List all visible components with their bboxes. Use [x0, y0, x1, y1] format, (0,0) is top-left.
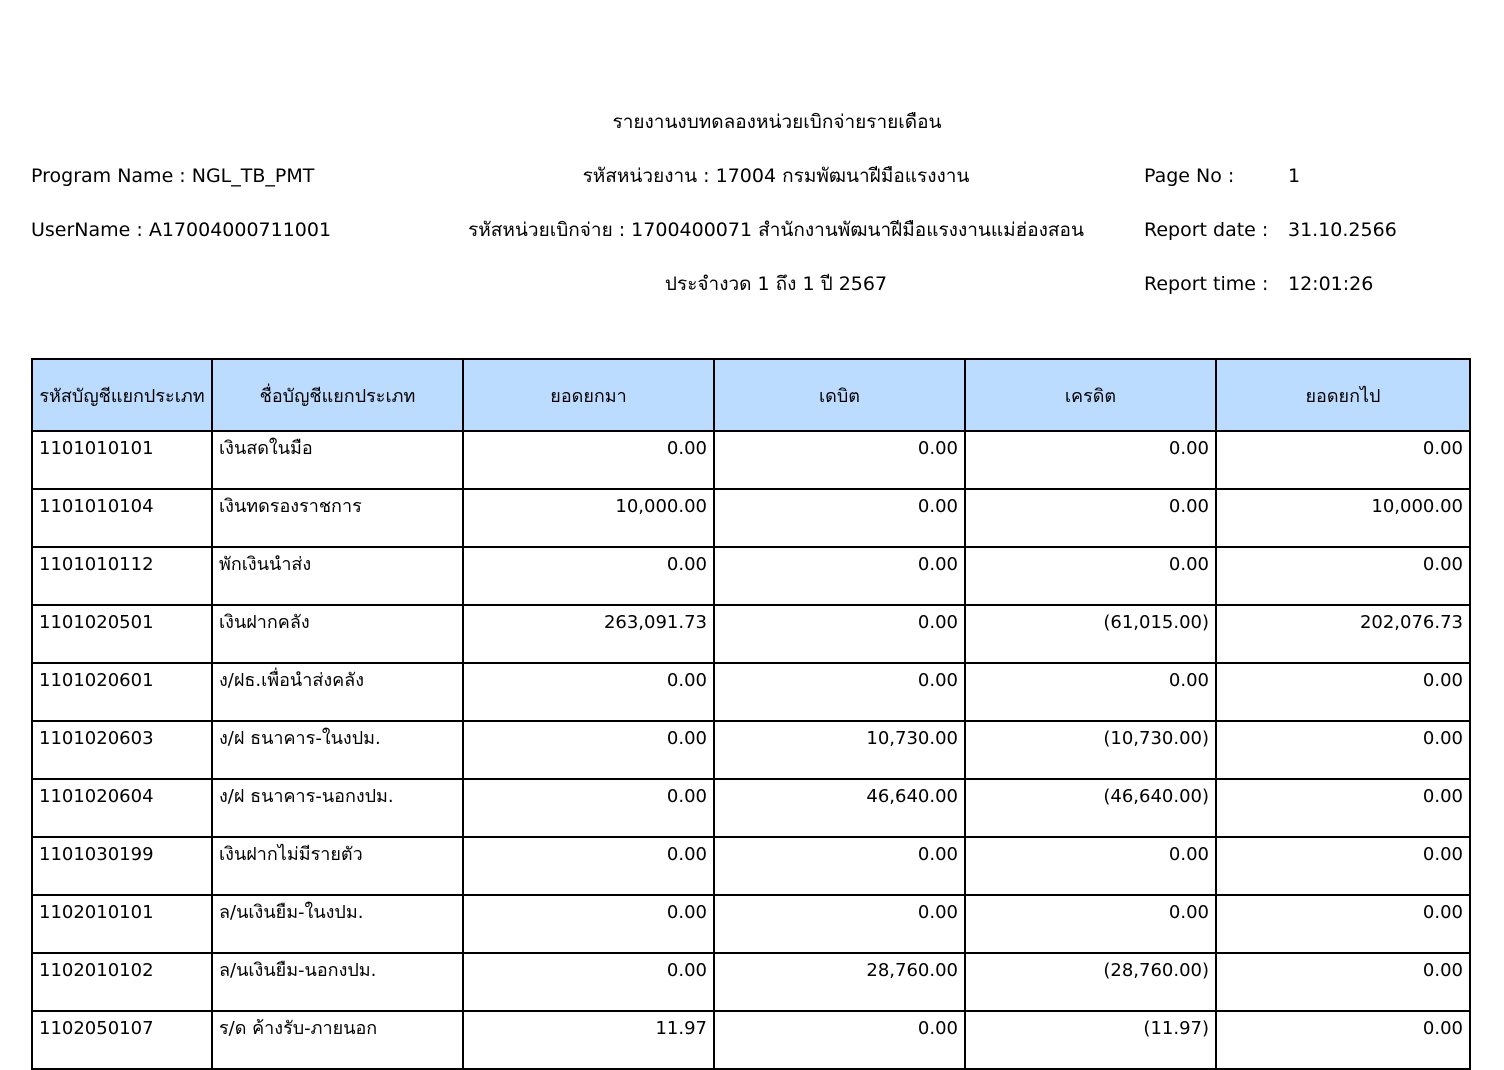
report-time-label: Report time : [1144, 273, 1269, 295]
debit-cell: 0.00 [714, 489, 965, 547]
report-date-value: 31.10.2566 [1288, 219, 1397, 241]
account-code-cell: 1102010101 [32, 895, 212, 953]
table-row [32, 837, 1470, 895]
credit-cell: (46,640.00) [965, 779, 1216, 837]
opening-balance-cell: 0.00 [463, 895, 714, 953]
closing-balance-cell: 202,076.73 [1216, 605, 1470, 663]
opening-balance-cell: 11.97 [463, 1011, 714, 1069]
opening-balance-cell: 0.00 [463, 431, 714, 489]
account-name-cell: เงินทดรองราชการ [212, 489, 463, 547]
account-code-cell: 1102050107 [32, 1011, 212, 1069]
debit-cell: 10,730.00 [714, 721, 965, 779]
opening-balance-cell: 0.00 [463, 837, 714, 895]
opening-balance-cell: 0.00 [463, 663, 714, 721]
table-row [32, 547, 1470, 605]
account-name-cell: ง/ฝธ.เพื่อนำส่งคลัง [212, 663, 463, 721]
user-name: UserName : A17004000711001 [31, 219, 332, 241]
disbursement-unit: รหัสหน่วยเบิกจ่าย : 1700400071 สำนักงานพัฒนาฝีมือแรงงานแม่ฮ่องสอน [468, 219, 1084, 241]
account-code-cell: 1101010101 [32, 431, 212, 489]
account-code-cell: 1101020601 [32, 663, 212, 721]
debit-cell: 46,640.00 [714, 779, 965, 837]
opening-balance-cell: 0.00 [463, 779, 714, 837]
report-title: รายงานงบทดลองหน่วยเบิกจ่ายรายเดือน [612, 111, 942, 133]
account-name-cell: พักเงินนำส่ง [212, 547, 463, 605]
account-name-cell: เงินฝากไม่มีรายตัว [212, 837, 463, 895]
credit-cell: 0.00 [965, 895, 1216, 953]
table-row [32, 953, 1470, 1011]
closing-balance-cell: 0.00 [1216, 837, 1470, 895]
credit-cell: (10,730.00) [965, 721, 1216, 779]
account-name-cell: ร/ด ค้างรับ-ภายนอก [212, 1011, 463, 1069]
opening-balance-cell: 0.00 [463, 721, 714, 779]
account-code-cell: 1101020603 [32, 721, 212, 779]
debit-cell: 0.00 [714, 663, 965, 721]
opening-balance-cell: 0.00 [463, 953, 714, 1011]
table-row [32, 779, 1470, 837]
account-code-cell: 1102010102 [32, 953, 212, 1011]
closing-balance-cell: 0.00 [1216, 895, 1470, 953]
page-no-value: 1 [1288, 165, 1301, 187]
account-code-cell: 1101020501 [32, 605, 212, 663]
opening-balance-cell: 10,000.00 [463, 489, 714, 547]
closing-balance-cell: 0.00 [1216, 663, 1470, 721]
table-row [32, 721, 1470, 779]
credit-cell: (11.97) [965, 1011, 1216, 1069]
col-header-debit: เดบิต [714, 359, 965, 431]
account-name-cell: ล/นเงินยืม-ในงปม. [212, 895, 463, 953]
account-code-cell: 1101030199 [32, 837, 212, 895]
col-header-account-code: รหัสบัญชีแยกประเภท [32, 359, 212, 431]
col-header-account-name: ชื่อบัญชีแยกประเภท [212, 359, 463, 431]
table-row [32, 1011, 1470, 1069]
debit-cell: 0.00 [714, 1011, 965, 1069]
trial-balance-table [31, 358, 1471, 1070]
closing-balance-cell: 0.00 [1216, 1011, 1470, 1069]
col-header-closing-balance: ยอดยกไป [1216, 359, 1470, 431]
debit-cell: 0.00 [714, 895, 965, 953]
debit-cell: 0.00 [714, 837, 965, 895]
table-row [32, 431, 1470, 489]
credit-cell: (28,760.00) [965, 953, 1216, 1011]
opening-balance-cell: 0.00 [463, 547, 714, 605]
closing-balance-cell: 0.00 [1216, 721, 1470, 779]
debit-cell: 0.00 [714, 547, 965, 605]
credit-cell: 0.00 [965, 547, 1216, 605]
col-header-credit: เครดิต [965, 359, 1216, 431]
closing-balance-cell: 0.00 [1216, 547, 1470, 605]
debit-cell: 28,760.00 [714, 953, 965, 1011]
col-header-opening-balance: ยอดยกมา [463, 359, 714, 431]
credit-cell: 0.00 [965, 431, 1216, 489]
report-time-value: 12:01:26 [1288, 273, 1374, 295]
account-code-cell: 1101020604 [32, 779, 212, 837]
department-code: รหัสหน่วยงาน : 17004 กรมพัฒนาฝีมือแรงงาน [582, 165, 970, 187]
report-date-label: Report date : [1144, 219, 1269, 241]
account-code-cell: 1101010104 [32, 489, 212, 547]
report-period: ประจำงวด 1 ถึง 1 ปี 2567 [664, 273, 888, 295]
table-row [32, 605, 1470, 663]
table-body [32, 431, 1470, 1069]
account-name-cell: เงินฝากคลัง [212, 605, 463, 663]
table-row [32, 663, 1470, 721]
credit-cell: 0.00 [965, 837, 1216, 895]
account-name-cell: ง/ฝ ธนาคาร-ในงปม. [212, 721, 463, 779]
closing-balance-cell: 0.00 [1216, 431, 1470, 489]
debit-cell: 0.00 [714, 431, 965, 489]
page-no-label: Page No : [1144, 165, 1235, 187]
account-code-cell: 1101010112 [32, 547, 212, 605]
closing-balance-cell: 0.00 [1216, 779, 1470, 837]
closing-balance-cell: 10,000.00 [1216, 489, 1470, 547]
account-name-cell: เงินสดในมือ [212, 431, 463, 489]
credit-cell: 0.00 [965, 489, 1216, 547]
account-name-cell: ล/นเงินยืม-นอกงปม. [212, 953, 463, 1011]
table-row [32, 489, 1470, 547]
account-name-cell: ง/ฝ ธนาคาร-นอกงปม. [212, 779, 463, 837]
program-name: Program Name : NGL_TB_PMT [31, 165, 315, 187]
credit-cell: 0.00 [965, 663, 1216, 721]
table-header-row [32, 359, 1470, 431]
credit-cell: (61,015.00) [965, 605, 1216, 663]
opening-balance-cell: 263,091.73 [463, 605, 714, 663]
debit-cell: 0.00 [714, 605, 965, 663]
table-row [32, 895, 1470, 953]
closing-balance-cell: 0.00 [1216, 953, 1470, 1011]
